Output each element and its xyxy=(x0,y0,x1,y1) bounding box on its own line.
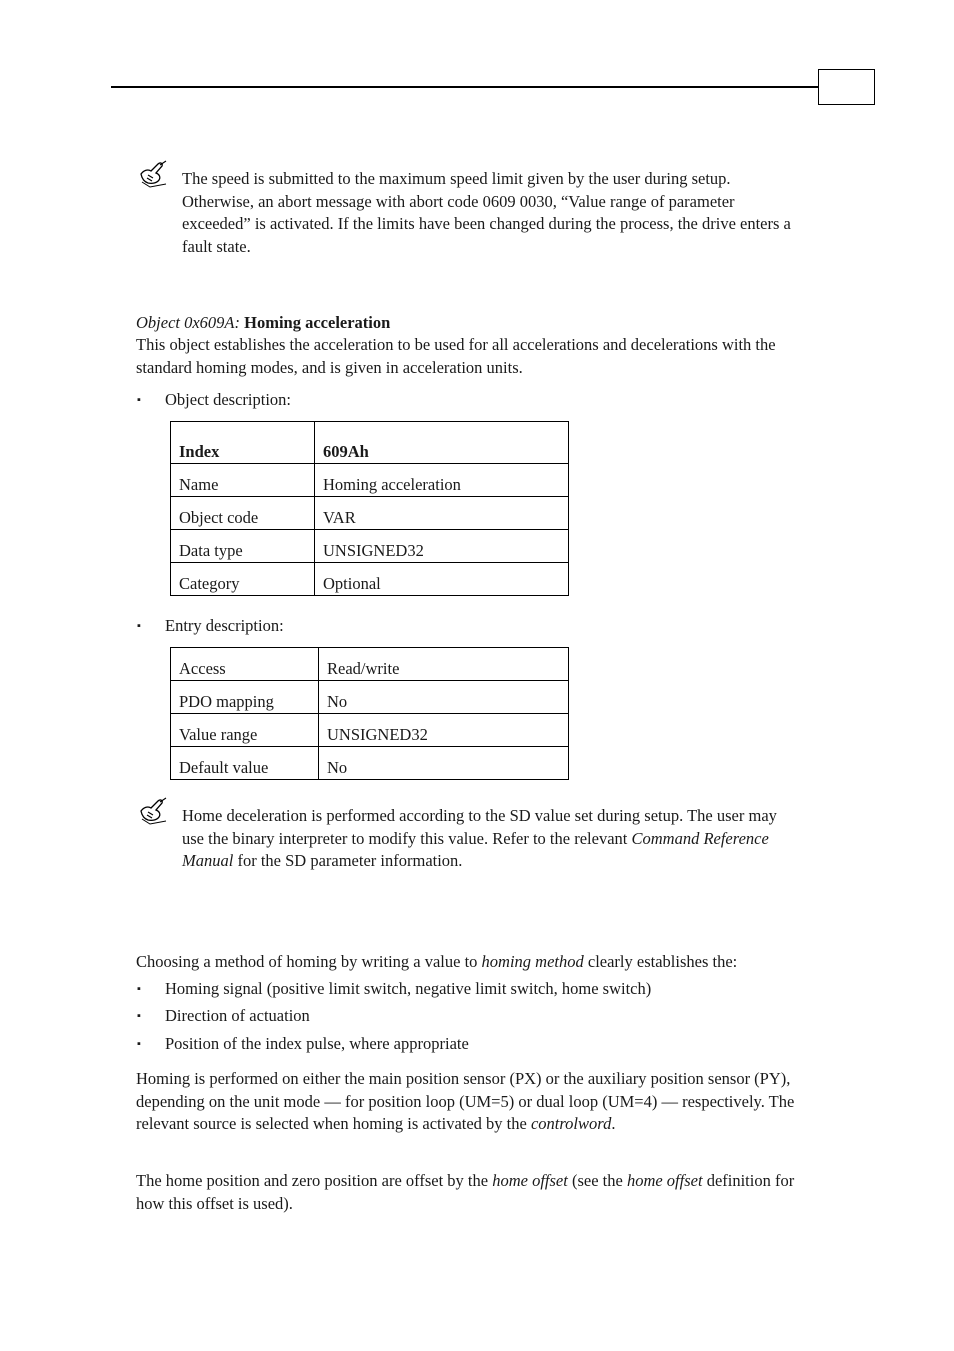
bullet-marker: ▪ xyxy=(137,394,141,406)
paragraph-text: Homing is performed on either the main position sensor (PX) or the auxiliary position sensor (PY), depending on the unit mode — for position loop (UM=5) or dual loop (UM=4) — respectively. The relevant source is selected when homing is activated by the xyxy=(136,1069,795,1134)
table-row xyxy=(171,563,569,596)
table-key: Name xyxy=(171,464,315,497)
paragraph-italic: home offset xyxy=(492,1171,568,1190)
table-value: VAR xyxy=(315,497,569,530)
table-row xyxy=(171,648,569,681)
table-value: 609Ah xyxy=(315,422,569,464)
writing-hand-icon xyxy=(138,160,170,190)
table-row xyxy=(171,681,569,714)
table-value: Homing acceleration xyxy=(315,464,569,497)
page-number-box xyxy=(818,69,875,105)
bullet-marker: ▪ xyxy=(137,620,141,632)
table-key: PDO mapping xyxy=(171,681,319,714)
entry-description-label: Entry description: xyxy=(165,616,284,635)
table-row xyxy=(171,747,569,780)
choosing-method-paragraph xyxy=(136,951,826,974)
table-key: Index xyxy=(171,422,315,464)
table-key: Data type xyxy=(171,530,315,563)
table-row xyxy=(171,464,569,497)
list-item: Homing signal (positive limit switch, negative limit switch, home switch) xyxy=(165,979,652,998)
header-rule xyxy=(111,86,819,88)
paragraph-italic: homing method xyxy=(481,952,584,971)
table-key: Default value xyxy=(171,747,319,780)
paragraph-text: . xyxy=(611,1114,616,1134)
table-key: Value range xyxy=(171,714,319,747)
table-value: No xyxy=(319,681,569,714)
object-heading xyxy=(136,312,826,335)
table-row xyxy=(171,714,569,747)
object-id: Object 0x609A: xyxy=(136,313,241,332)
table-value: Read/write xyxy=(319,648,569,681)
bullet-marker: ▪ xyxy=(137,1010,141,1022)
note-text: Home deceleration is performed according to the SD value set during setup. The user may use the binary interpreter to modify this value. Refer to the relevant xyxy=(182,806,777,848)
note-speed-limit: The speed is submitted to the maximum speed limit given by the user during setup. Otherwise, an abort message with abort code 0609 0030, “Value range of parameter exceeded” is activated. If the limits have been changed during the process, the drive enters a fault state. xyxy=(182,169,791,257)
paragraph-text: Choosing a method of homing by writing a value to xyxy=(136,952,482,971)
entry-description-table xyxy=(170,647,569,780)
paragraph-italic: controlword xyxy=(530,1114,612,1134)
writing-hand-icon xyxy=(138,797,170,827)
table-value: UNSIGNED32 xyxy=(319,714,569,747)
object-title: Homing acceleration xyxy=(244,313,391,332)
manual-reference: Command Reference Manual xyxy=(182,828,769,871)
table-key: Object code xyxy=(171,497,315,530)
table-key: Category xyxy=(171,563,315,596)
object-description-label: Object description: xyxy=(165,390,292,409)
paragraph-italic: home offset xyxy=(626,1171,703,1190)
note-home-deceleration xyxy=(182,805,802,873)
bullet-marker: ▪ xyxy=(137,983,141,995)
bullet-marker: ▪ xyxy=(137,1038,141,1050)
table-value: No xyxy=(319,747,569,780)
home-offset-paragraph xyxy=(136,1170,826,1215)
table-value: Optional xyxy=(315,563,569,596)
list-item: Direction of actuation xyxy=(165,1006,310,1025)
paragraph-text: clearly establishes the: xyxy=(583,952,738,971)
table-row xyxy=(171,422,569,464)
note-text: for the SD parameter information. xyxy=(233,851,463,871)
object-intro: This object establishes the acceleration to be used for all accelerations and decelerations with the standard homing modes, and is given in acceleration units. xyxy=(136,335,776,377)
table-row xyxy=(171,497,569,530)
table-key: Access xyxy=(171,648,319,681)
object-description-table xyxy=(170,421,569,596)
paragraph-text: The home position and zero position are offset by the xyxy=(136,1171,493,1190)
list-item: Position of the index pulse, where appropriate xyxy=(165,1034,469,1053)
table-value: UNSIGNED32 xyxy=(315,530,569,563)
paragraph-text: definition for how this offset is used). xyxy=(136,1171,795,1213)
homing-sensor-paragraph xyxy=(136,1068,826,1136)
table-row xyxy=(171,530,569,563)
paragraph-text: (see the xyxy=(567,1171,627,1190)
